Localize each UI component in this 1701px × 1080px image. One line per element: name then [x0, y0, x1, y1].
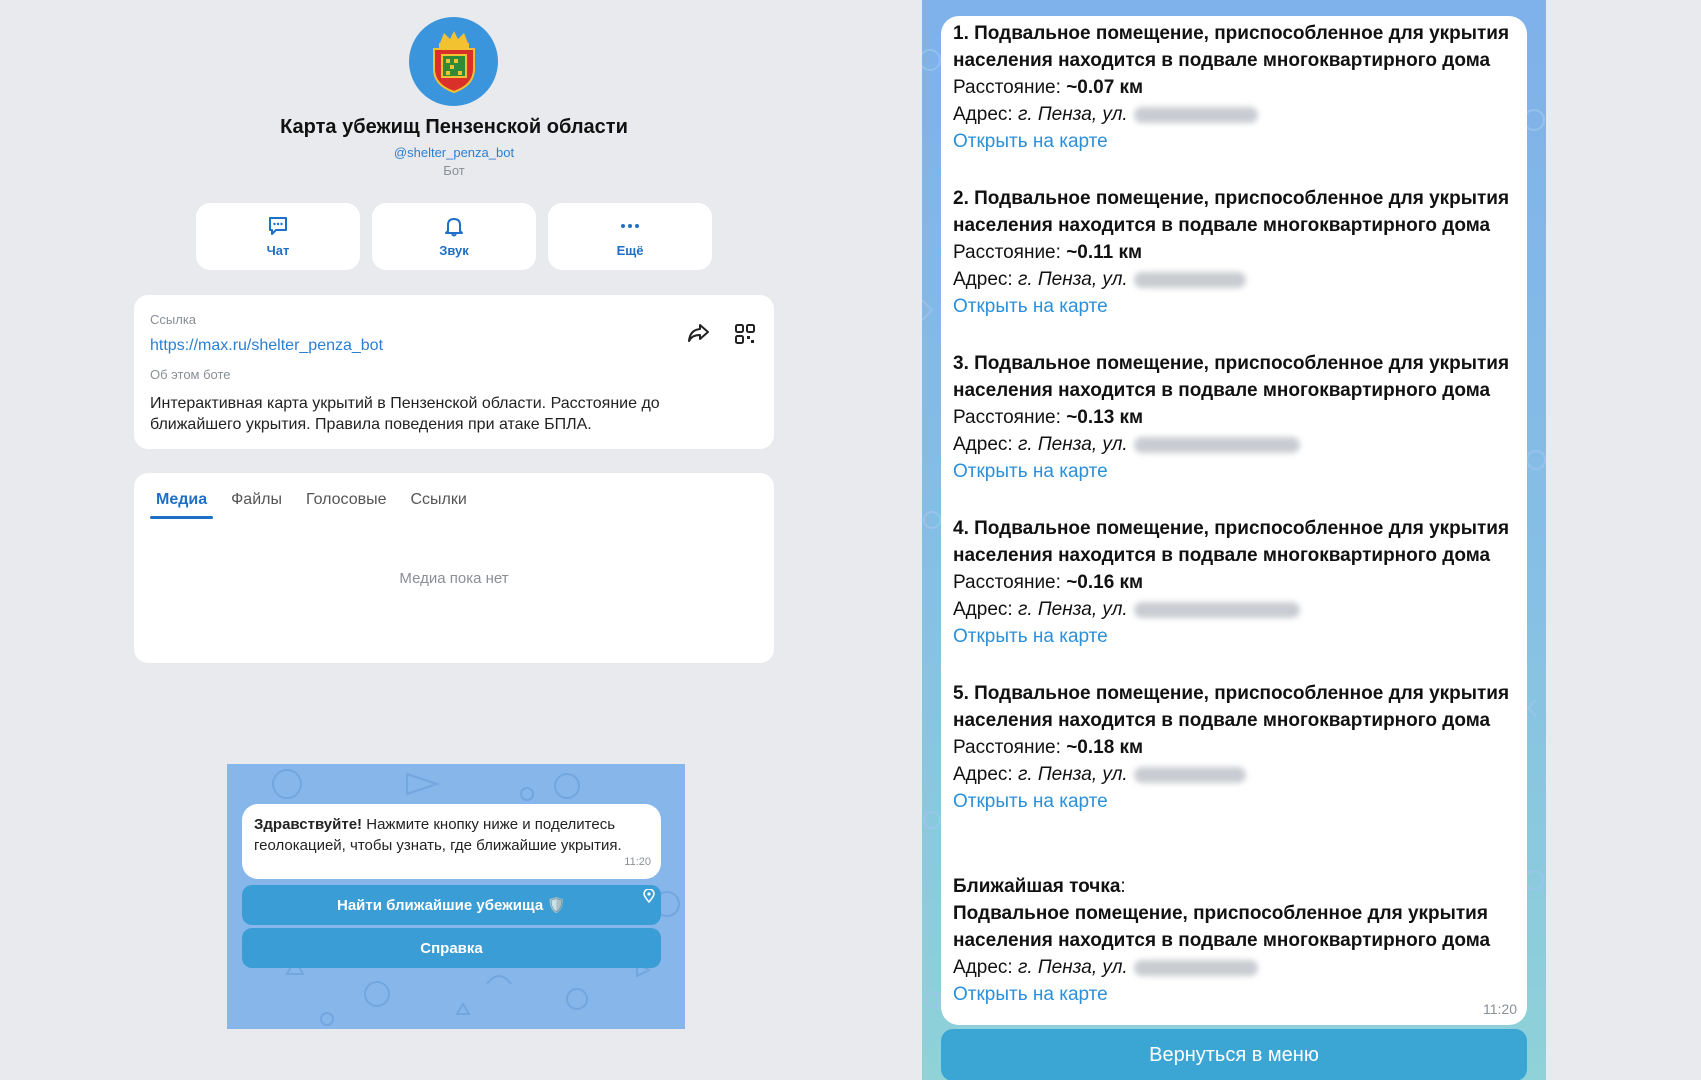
results-message	[941, 16, 1527, 1025]
distance-label: Расстояние:	[953, 77, 1061, 98]
about-label: Об этом боте	[150, 367, 231, 382]
shelter-item-3	[953, 350, 1523, 485]
message-time: 11:20	[1483, 1001, 1517, 1017]
shelter-distance: ~0.18 км	[1066, 737, 1144, 758]
shelter-address: г. Пенза, ул.	[1017, 434, 1128, 455]
blurred-address	[1134, 602, 1300, 618]
chat-button-label: Чат	[266, 243, 290, 258]
tab-voice[interactable]: Голосовые	[305, 491, 387, 508]
help-button-label: Справка	[420, 939, 483, 957]
results-chat	[922, 0, 1546, 1080]
shelter-distance: ~0.13 км	[1066, 407, 1144, 428]
distance-label: Расстояние:	[953, 572, 1061, 593]
shelter-title: 3. Подвальное помещение, приспособленное для укрытия населения находится в подвале многоквартирного дома	[953, 353, 1510, 401]
shelter-distance: ~0.07 км	[1066, 77, 1144, 98]
nearest-label: Ближайшая точка	[953, 876, 1121, 897]
coat-of-arms-icon	[426, 29, 482, 95]
open-on-map-link[interactable]: Открыть на карте	[953, 296, 1108, 317]
shelter-item-4	[953, 515, 1523, 650]
address-label: Адрес:	[953, 599, 1013, 620]
nearest-address: г. Пенза, ул.	[1017, 957, 1128, 978]
media-card	[134, 473, 774, 663]
bot-avatar	[409, 17, 498, 106]
more-button[interactable]	[548, 203, 712, 270]
link-label: Ссылка	[150, 312, 197, 327]
greeting-text: Нажмите кнопку ниже и поделитесь геолокацией, чтобы узнать, где ближайшие укрытия.	[254, 816, 622, 854]
open-on-map-link[interactable]: Открыть на карте	[953, 791, 1108, 812]
shelter-distance: ~0.11 км	[1066, 242, 1143, 263]
blurred-address	[1134, 272, 1246, 288]
shelter-title: 1. Подвальное помещение, приспособленное для укрытия населения находится в подвале многоквартирного дома	[953, 23, 1510, 71]
more-button-label: Ещё	[616, 243, 644, 258]
blurred-address	[1134, 767, 1246, 783]
open-on-map-link[interactable]: Открыть на карте	[953, 461, 1108, 482]
back-to-menu-button[interactable]: Вернуться в меню	[941, 1029, 1527, 1080]
more-icon	[619, 215, 641, 237]
chat-preview	[227, 764, 685, 1029]
location-pin-icon	[643, 889, 655, 903]
chat-icon	[267, 215, 289, 237]
distance-label: Расстояние:	[953, 242, 1061, 263]
open-on-map-link[interactable]: Открыть на карте	[953, 626, 1108, 647]
shelter-address: г. Пенза, ул.	[1017, 599, 1128, 620]
tab-files[interactable]: Файлы	[231, 491, 282, 508]
bell-icon	[443, 215, 465, 237]
bot-username[interactable]: @shelter_penza_bot	[393, 145, 515, 160]
message-time: 11:20	[624, 856, 651, 868]
bot-link[interactable]: https://max.ru/shelter_penza_bot	[150, 337, 384, 354]
help-button[interactable]	[242, 928, 661, 968]
nearest-title: Подвальное помещение, приспособленное для укрытия населения находится в подвале многоквартирного дома	[953, 903, 1491, 951]
shelter-item-5	[953, 680, 1523, 815]
bot-title: Карта убежищ Пензенской области	[280, 116, 628, 138]
shelter-item-2	[953, 185, 1523, 320]
bot-type-label: Бот	[443, 163, 465, 178]
blurred-address	[1134, 437, 1300, 453]
share-icon[interactable]	[686, 322, 710, 344]
address-label: Адрес:	[953, 764, 1013, 785]
greeting-message	[242, 804, 661, 879]
address-label: Адрес:	[953, 104, 1013, 125]
address-label: Адрес:	[953, 957, 1013, 978]
shelter-address: г. Пенза, ул.	[1017, 269, 1128, 290]
qr-code-icon[interactable]	[734, 323, 756, 345]
tab-links[interactable]: Ссылки	[410, 491, 467, 508]
info-card	[134, 295, 774, 449]
media-tabs	[150, 491, 485, 517]
shelter-item-1	[953, 20, 1523, 155]
shelter-address: г. Пенза, ул.	[1017, 764, 1128, 785]
address-label: Адрес:	[953, 269, 1013, 290]
greeting-bold: Здравствуйте!	[254, 816, 363, 833]
shelter-title: 2. Подвальное помещение, приспособленное для укрытия населения находится в подвале многоквартирного дома	[953, 188, 1510, 236]
shelter-distance: ~0.16 км	[1066, 572, 1144, 593]
shelter-address: г. Пенза, ул.	[1017, 104, 1128, 125]
distance-label: Расстояние:	[953, 737, 1061, 758]
distance-label: Расстояние:	[953, 407, 1061, 428]
blurred-address	[1134, 960, 1258, 976]
nearest-point: Ближайшая точка: Подвальное помещение, приспособленное для укрытия населения находится в подвале многоквартирного дома Адрес: г. Пенза, ул. Открыть на карте	[953, 873, 1523, 1008]
tab-media[interactable]: Медиа	[150, 491, 213, 517]
find-shelters-button[interactable]	[242, 885, 661, 925]
address-label: Адрес:	[953, 434, 1013, 455]
shelter-title: 5. Подвальное помещение, приспособленное для укрытия населения находится в подвале многоквартирного дома	[953, 683, 1510, 731]
sound-button[interactable]	[372, 203, 536, 270]
open-on-map-link[interactable]: Открыть на карте	[953, 984, 1108, 1005]
chat-button[interactable]	[196, 203, 360, 270]
sound-button-label: Звук	[439, 243, 469, 258]
blurred-address	[1134, 107, 1258, 123]
shelter-title: 4. Подвальное помещение, приспособленное для укрытия населения находится в подвале многоквартирного дома	[953, 518, 1510, 566]
find-shelters-label: Найти ближайшие убежища 🛡️	[336, 897, 567, 914]
about-text: Интерактивная карта укрытий в Пензенской области. Расстояние до ближайшего укрытия. Правила поведения при атаке БПЛА.	[150, 395, 660, 433]
open-on-map-link[interactable]: Открыть на карте	[953, 131, 1108, 152]
media-empty-text: Медиа пока нет	[399, 570, 509, 587]
